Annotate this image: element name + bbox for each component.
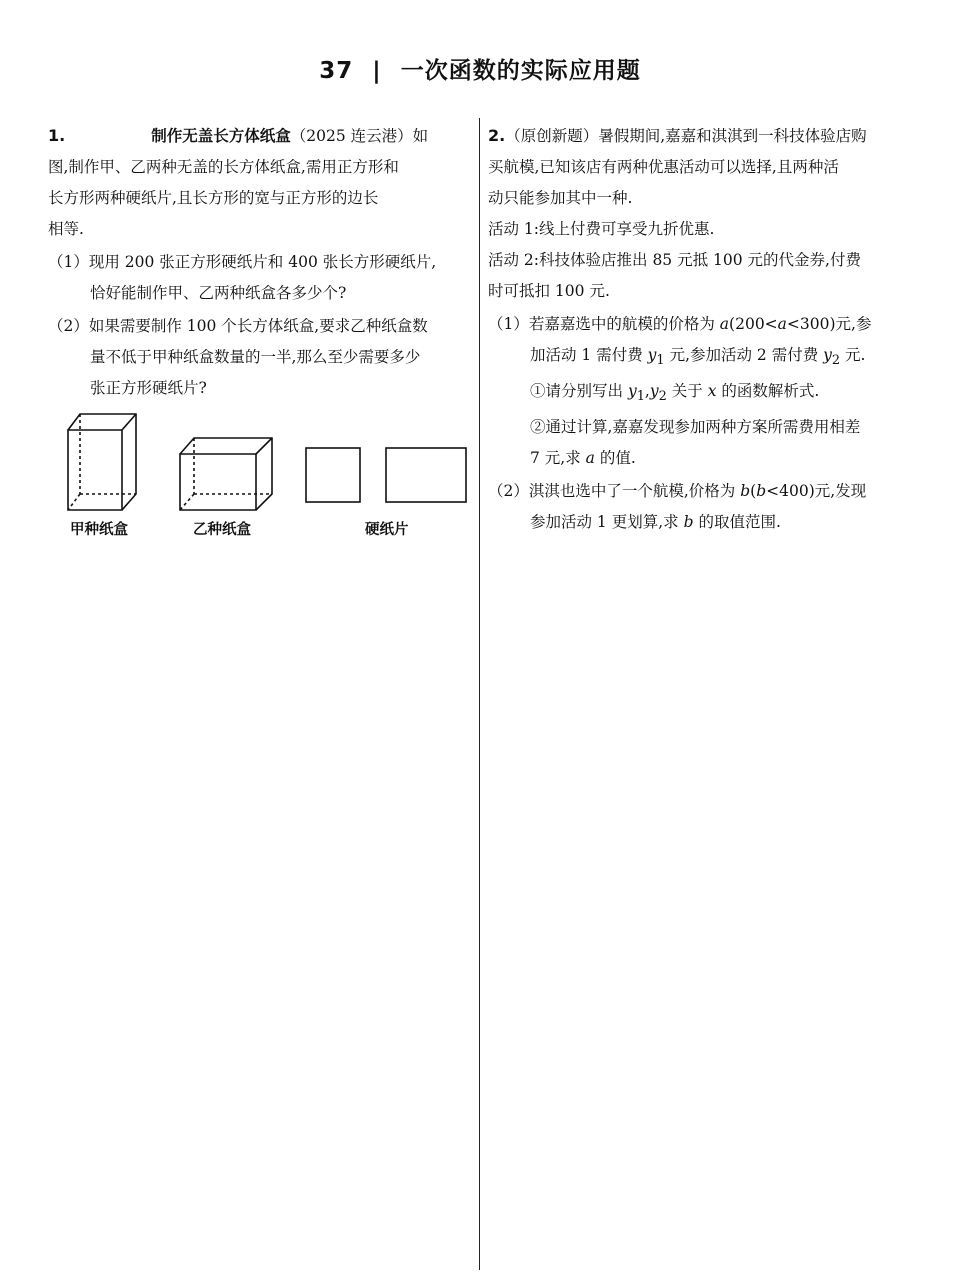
q2-s1-text-b: , xyxy=(644,382,650,401)
q2-p1-text-b: (200< xyxy=(729,315,778,333)
q2-p2-text-b: ( xyxy=(750,482,757,501)
q1-stem-l1-end: 如 xyxy=(412,127,429,145)
q2-p2l2-text-a: 参加活动 1 更划算,求 xyxy=(530,513,684,532)
q2-p1l2-text-a: 加活动 1 需付费 xyxy=(530,346,648,364)
q2-p2-text-c: <400)元,发现 xyxy=(766,482,867,501)
var-x: x xyxy=(707,382,717,401)
q2-p1l2-text-b: 元,参加活动 2 需付费 xyxy=(664,346,824,364)
box-diagrams xyxy=(60,408,480,518)
sub-2: 2 xyxy=(831,353,841,369)
var-y2: y xyxy=(649,382,659,401)
var-y2: y xyxy=(823,346,832,364)
q2-s1-text-d: 的函数解析式. xyxy=(716,382,820,401)
q1-part2-line-2: 量不低于甲种纸盒数量的一半,那么至少需要多少 xyxy=(90,348,421,366)
chapter-number: 37 xyxy=(319,58,354,84)
q2-p2-text-a: （2）淇淇也选中了一个航模,价格为 xyxy=(488,482,741,501)
q2-number: 2. xyxy=(488,126,506,145)
var-a: a xyxy=(585,449,595,468)
q1-stem-line-1 xyxy=(48,120,468,152)
var-y1: y xyxy=(647,346,657,364)
q2-part2-line-2 xyxy=(488,507,908,538)
q1-stem-line-3: 长方形两种硬纸片,且长方形的宽与正方形的边长 xyxy=(48,189,379,207)
var-b: b xyxy=(683,513,694,532)
q2-sub2-line-1: ②通过计算,嘉嘉发现参加两种方案所需费用相差 xyxy=(530,418,861,437)
var-b: b xyxy=(756,482,767,501)
q2-sub2-line-2 xyxy=(488,443,908,474)
q2-line-1-text: （原创新题）暑假期间,嘉嘉和淇淇到一科技体验店购 xyxy=(505,127,867,145)
q1-stem-line-4: 相等. xyxy=(48,220,84,238)
box-a-figure xyxy=(68,414,136,510)
q2-activity-1: 活动 1:线上付费可享受九折优惠. xyxy=(488,220,715,238)
caption-box-a: 甲种纸盒 xyxy=(70,522,128,538)
var-y1: y xyxy=(627,382,637,401)
q1-part1-line-2: 恰好能制作甲、乙两种纸盒各多少个? xyxy=(90,284,347,302)
q2-s2-text-b: 的值. xyxy=(594,449,636,468)
caption-cards: 硬纸片 xyxy=(365,522,409,538)
sub-1: 1 xyxy=(656,353,665,369)
q2-p2l2-text-b: 的取值范围. xyxy=(693,513,781,532)
q1-part2-line-1: （2）如果需要制作 100 个长方体纸盒,要求乙种纸盒数 xyxy=(48,317,428,335)
question-1 xyxy=(48,120,468,404)
q1-number: 1. xyxy=(48,126,66,145)
q2-p1-text-a: （1）若嘉嘉选中的航模的价格为 xyxy=(488,315,720,333)
q2-sub1 xyxy=(488,376,908,412)
q1-stem-line-2: 图,制作甲、乙两种无盖的长方体纸盒,需用正方形和 xyxy=(48,158,399,176)
q2-s1-text-c: 关于 xyxy=(666,382,708,401)
sub-2: 2 xyxy=(658,389,667,405)
q2-p1-text-c: <300)元,参 xyxy=(786,315,872,333)
q2-line-3: 动只能参加其中一种. xyxy=(488,189,633,207)
q2-activity-2-line-2: 时可抵扣 100 元. xyxy=(488,282,610,300)
q2-activity-2-line-1: 活动 2:科技体验店推出 85 元抵 100 元的代金券,付费 xyxy=(488,251,861,269)
page-title xyxy=(0,52,960,85)
q2-line-1 xyxy=(488,120,908,152)
q1-figures xyxy=(60,408,480,548)
q1-part1-line-1: （1）现用 200 张正方形硬纸片和 400 张长方形硬纸片, xyxy=(48,253,437,271)
chapter-title: 一次函数的实际应用题 xyxy=(400,58,641,84)
q1-topic: 制作无盖长方体纸盒 xyxy=(151,126,291,145)
var-a: a xyxy=(719,315,730,333)
caption-box-b: 乙种纸盒 xyxy=(193,522,251,538)
q2-part2-line-1 xyxy=(488,476,908,507)
column-divider xyxy=(479,118,480,1270)
title-separator: | xyxy=(372,58,382,84)
square-card xyxy=(306,448,360,502)
q2-s2-text-a: 7 元,求 xyxy=(530,449,586,468)
q1-source: （2025 连云港） xyxy=(290,127,413,145)
question-2 xyxy=(488,120,908,538)
var-b: b xyxy=(740,482,751,501)
q2-s1-text-a: ①请分别写出 xyxy=(530,382,628,401)
q1-part2-line-3: 张正方形硬纸片? xyxy=(90,379,207,397)
rectangle-card xyxy=(386,448,466,502)
sub-1: 1 xyxy=(636,389,645,405)
q2-part1-line-2 xyxy=(488,340,908,376)
q2-part1-line-1 xyxy=(488,309,908,340)
box-b-figure xyxy=(180,438,272,510)
q2-line-2: 买航模,已知该店有两种优惠活动可以选择,且两种活 xyxy=(488,158,839,176)
q2-p1l2-text-c: 元. xyxy=(840,346,866,364)
var-a: a xyxy=(777,315,787,333)
